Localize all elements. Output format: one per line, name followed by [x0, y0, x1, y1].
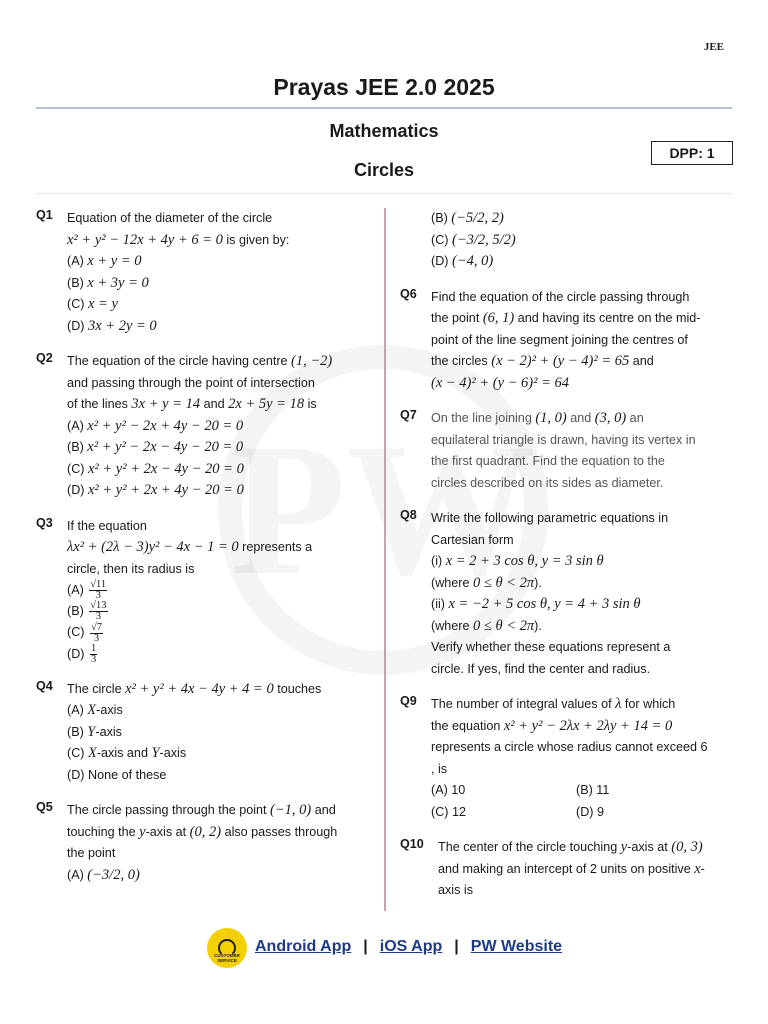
dpp-badge: DPP: 1: [651, 141, 733, 165]
question-text: -: [700, 861, 705, 876]
question-text: circle, then its radius is: [67, 561, 195, 576]
option-c[interactable]: [431, 230, 730, 252]
option-d[interactable]: [67, 644, 366, 665]
math-expression: λx² + (2λ − 3)y² − 4x − 1 = 0: [67, 539, 239, 555]
question-text: If the equation: [67, 518, 147, 533]
question-text: [431, 716, 730, 738]
option-d[interactable]: [67, 316, 366, 338]
question-text: represents a: [238, 540, 313, 554]
question-text: [67, 351, 366, 373]
question-text: [431, 551, 730, 573]
math-expression: X: [87, 745, 97, 762]
fraction-numerator: √13: [90, 600, 107, 612]
question-text: (ii): [431, 597, 449, 611]
option-d[interactable]: [67, 480, 366, 502]
option-b[interactable]: [431, 208, 730, 230]
question-text: the circles: [431, 354, 492, 368]
options-grid: [431, 780, 730, 823]
question-number: Q10: [400, 837, 424, 851]
title-divider: [36, 107, 732, 109]
math-expression: x² + y² + 2x − 4y − 20 = 0: [87, 460, 244, 477]
fraction-denominator: 3: [90, 653, 97, 665]
question-body: [67, 351, 366, 502]
fraction-numerator: √11: [90, 579, 107, 591]
option-label: (D): [67, 483, 88, 497]
question-text: [438, 859, 730, 881]
question-text: the point: [67, 846, 116, 861]
question-q6: [400, 287, 730, 395]
math-expression: x = y: [87, 296, 118, 312]
option-label: (A): [67, 867, 88, 882]
option-c[interactable]: (C) 12: [431, 804, 466, 819]
question-text: The circle: [67, 681, 126, 696]
option-a[interactable]: [67, 580, 366, 601]
question-q7: [400, 408, 730, 494]
question-text: Find the equation of the circle passing through: [431, 289, 690, 304]
question-body: [431, 508, 730, 680]
math-expression: (−5/2, 2): [451, 210, 504, 226]
option-c[interactable]: [67, 294, 366, 316]
question-text: (where: [431, 575, 473, 590]
question-text: [438, 837, 730, 859]
question-number: Q5: [36, 800, 53, 815]
option-label: (A): [67, 418, 88, 433]
question-body: [67, 800, 366, 886]
exam-tag: JEE: [703, 41, 724, 53]
math-expression: (−3/2, 5/2): [451, 231, 516, 248]
question-text: and having its centre on the mid-: [514, 311, 701, 325]
math-expression: (1, 0): [535, 410, 567, 426]
option-label: (B): [67, 724, 88, 739]
question-text: Cartesian form: [431, 532, 514, 547]
question-text: On the line joining: [431, 411, 536, 425]
option-label: (C): [67, 297, 88, 311]
question-number: Q6: [400, 286, 417, 301]
fraction-denominator: 3: [93, 632, 100, 644]
question-text: the equation: [431, 718, 504, 733]
question-text: The center of the circle touching: [438, 840, 621, 854]
question-text: and: [311, 803, 336, 818]
math-expression: x² + y² − 2x − 4y − 20 = 0: [87, 439, 244, 455]
question-text: [431, 594, 730, 616]
question-text: and passing through the point of intersection: [67, 375, 315, 390]
math-expression: (0, 2): [189, 823, 222, 840]
question-text: axis is: [438, 883, 473, 897]
question-body: [438, 837, 730, 902]
math-expression: 3x + 2y = 0: [87, 317, 157, 334]
question-text: circles described on its sides as diameter.: [431, 475, 664, 490]
question-text: and: [629, 354, 654, 368]
question-text: and: [566, 411, 595, 425]
question-text: [67, 679, 366, 701]
math-expression: (1, −2): [291, 353, 333, 369]
question-text: [431, 694, 730, 716]
footer: [0, 926, 768, 972]
option-b[interactable]: [67, 273, 366, 295]
question-text: of the lines: [67, 397, 132, 411]
header-divider: [36, 193, 732, 194]
question-number: Q7: [400, 408, 417, 422]
math-expression: 3x + y = 14: [131, 396, 201, 412]
math-expression: x = −2 + 5 cos θ, y = 4 + 3 sin θ: [448, 596, 641, 612]
question-text: [431, 616, 730, 638]
option-b[interactable]: [67, 601, 366, 622]
question-text: , is: [431, 761, 448, 776]
footer-links: [255, 938, 562, 956]
question-body: [67, 208, 366, 337]
question-number: Q8: [400, 508, 417, 522]
question-number: Q1: [36, 208, 53, 222]
option-text: -axis and: [96, 746, 152, 761]
fraction: [90, 623, 103, 644]
left-column: [36, 208, 366, 900]
math-expression: 0 ≤ θ < 2π: [473, 574, 535, 591]
question-text: [431, 308, 730, 330]
math-expression: (6, 1): [482, 310, 515, 326]
question-text: is given by:: [222, 232, 290, 247]
math-expression: (−1, 0): [270, 802, 312, 819]
android-app-link[interactable]: Android App: [255, 938, 352, 955]
icon-caption: CUSTOMER SERVICE: [214, 953, 240, 963]
option-a[interactable]: [67, 416, 366, 438]
question-body: [67, 516, 366, 665]
option-label: (B): [67, 275, 88, 290]
math-expression: x + y = 0: [87, 253, 142, 269]
math-expression: 0 ≤ θ < 2π: [473, 617, 535, 634]
math-expression: x² + y² − 2λx + 2λy + 14 = 0: [503, 717, 673, 734]
fraction: [89, 580, 107, 601]
option-b[interactable]: (B) 11: [576, 783, 610, 797]
question-text: [67, 537, 366, 559]
question-q4: [36, 679, 366, 787]
option-c[interactable]: [67, 743, 366, 765]
math-expression: (x − 4)² + (y − 6)² = 64: [431, 374, 570, 391]
option-label: (B): [431, 211, 452, 225]
option-a[interactable]: [67, 865, 366, 887]
question-text: -axis at: [627, 840, 672, 854]
fraction-denominator: 3: [95, 590, 101, 602]
math-expression: Y: [151, 745, 160, 762]
option-b[interactable]: [67, 722, 366, 744]
option-label: (A): [67, 703, 88, 718]
option-label: (D): [67, 318, 88, 333]
chapter-heading: Circles: [353, 160, 415, 180]
question-text: [67, 230, 366, 252]
option-text: -axis: [95, 724, 122, 739]
question-text: touching the: [67, 824, 140, 839]
option-c[interactable]: [67, 459, 366, 481]
question-number: Q2: [36, 351, 53, 365]
option-d[interactable]: [431, 251, 730, 273]
question-text: point of the line segment joining the centres of: [431, 332, 688, 347]
column-divider: [384, 208, 386, 911]
question-text: is: [304, 397, 317, 411]
math-expression: x² + y² + 4x − 4y + 4 = 0: [125, 680, 274, 697]
math-expression: (0, 3): [671, 839, 703, 855]
math-expression: x + 3y = 0: [87, 274, 149, 291]
option-b[interactable]: [67, 437, 366, 459]
question-text: (where: [431, 618, 473, 633]
math-expression: X: [87, 702, 97, 719]
option-label: (C): [67, 746, 88, 761]
question-body: [431, 287, 730, 395]
question-text: touches: [273, 681, 322, 696]
option-label: (D): [67, 646, 88, 661]
question-number: Q3: [36, 515, 53, 530]
option-c[interactable]: [67, 622, 366, 643]
question-text: circle. If yes, find the center and radius.: [431, 661, 651, 676]
option-text: -axis: [96, 703, 123, 718]
fraction-numerator: 1: [90, 642, 97, 654]
math-expression: x: [694, 860, 701, 877]
customer-service-icon[interactable]: [207, 928, 247, 968]
question-text: Verify whether these equations represent a: [431, 640, 671, 654]
math-expression: x² + y² − 2x + 4y − 20 = 0: [87, 417, 244, 434]
question-text: [431, 573, 730, 595]
question-text: [67, 800, 366, 822]
question-text: represents a circle whose radius cannot exceed 6: [431, 740, 708, 754]
question-body: [67, 679, 366, 787]
question-text: [67, 394, 366, 416]
option-d[interactable]: (D) 9: [576, 804, 604, 819]
link-separator: |: [454, 938, 459, 955]
right-column: [400, 208, 730, 916]
fraction: [90, 644, 97, 665]
link-separator: |: [363, 938, 368, 955]
math-expression: 2x + 5y = 18: [228, 396, 305, 412]
option-a[interactable]: (A) 10: [431, 783, 466, 797]
page-title: Prayas JEE 2.0 2025: [273, 74, 495, 100]
question-number: Q9: [400, 694, 417, 708]
question-text: Write the following parametric equations in: [431, 511, 669, 525]
math-expression: x² + y² + 2x + 4y − 20 = 0: [87, 482, 244, 498]
option-label: (C): [67, 625, 88, 640]
question-text: equilateral triangle is drawn, having its vertex in: [431, 432, 696, 447]
question-text: Equation of the diameter of the circle: [67, 211, 273, 225]
question-q8: [400, 508, 730, 680]
question-q5: [36, 800, 366, 886]
question-q3: [36, 516, 366, 665]
question-text: and: [200, 397, 229, 411]
question-q10: [400, 837, 730, 902]
question-text: The number of integral values of: [431, 697, 616, 711]
math-expression: (−3/2, 0): [87, 866, 140, 883]
math-expression: Y: [87, 723, 96, 740]
question-text: the first quadrant. Find the equation to the: [431, 454, 665, 468]
fraction-denominator: 3: [95, 611, 102, 623]
question-text: for which: [621, 697, 676, 711]
option-a[interactable]: [67, 700, 366, 722]
question-text: the point: [431, 311, 483, 325]
option-label: (D): [431, 254, 452, 268]
ios-app-link[interactable]: iOS App: [379, 938, 443, 955]
option-a[interactable]: [67, 251, 366, 273]
fraction-numerator: √7: [90, 621, 102, 633]
question-text: also passes through: [221, 824, 338, 839]
question-q2: [36, 351, 366, 502]
question-text: and making an intercept of 2 units on positive: [438, 861, 695, 876]
question-text: [67, 822, 366, 844]
math-expression: (−4, 0): [451, 253, 494, 269]
question-text: -axis at: [145, 824, 190, 839]
option-label: (A): [67, 254, 88, 268]
fraction: [89, 601, 107, 622]
option-label: (B): [67, 440, 88, 454]
option-label: (A): [67, 583, 88, 597]
option-label: (B): [67, 604, 88, 619]
question-text: ).: [534, 575, 542, 590]
question-text: (i): [431, 554, 446, 568]
math-expression: (x − 2)² + (y − 4)² = 65: [491, 353, 630, 369]
math-expression: y: [620, 839, 628, 855]
subject-heading: Mathematics: [329, 121, 439, 141]
question-text: ).: [534, 618, 542, 633]
option-text: -axis: [159, 746, 187, 761]
question-text: an: [626, 411, 644, 425]
math-expression: y: [139, 823, 146, 840]
question-q5-continued: [431, 208, 730, 273]
option-label: (C): [431, 232, 452, 247]
math-expression: x = 2 + 3 cos θ, y = 3 sin θ: [445, 553, 604, 569]
question-text: The circle passing through the point: [67, 803, 271, 818]
question-body: [431, 694, 730, 823]
question-body: [431, 408, 730, 494]
math-expression: λ: [615, 696, 622, 712]
option-d[interactable]: (D) None of these: [67, 767, 167, 782]
question-q9: [400, 694, 730, 823]
question-text: [431, 351, 730, 373]
question-q1: [36, 208, 366, 337]
math-expression: x² + y² − 12x + 4y + 6 = 0: [67, 231, 223, 248]
math-expression: (3, 0): [594, 410, 627, 426]
option-label: (C): [67, 461, 88, 476]
question-text: [431, 408, 730, 430]
pw-website-link[interactable]: PW Website: [470, 938, 563, 955]
question-number: Q4: [36, 678, 53, 693]
question-text: The equation of the circle having centre: [67, 354, 292, 368]
